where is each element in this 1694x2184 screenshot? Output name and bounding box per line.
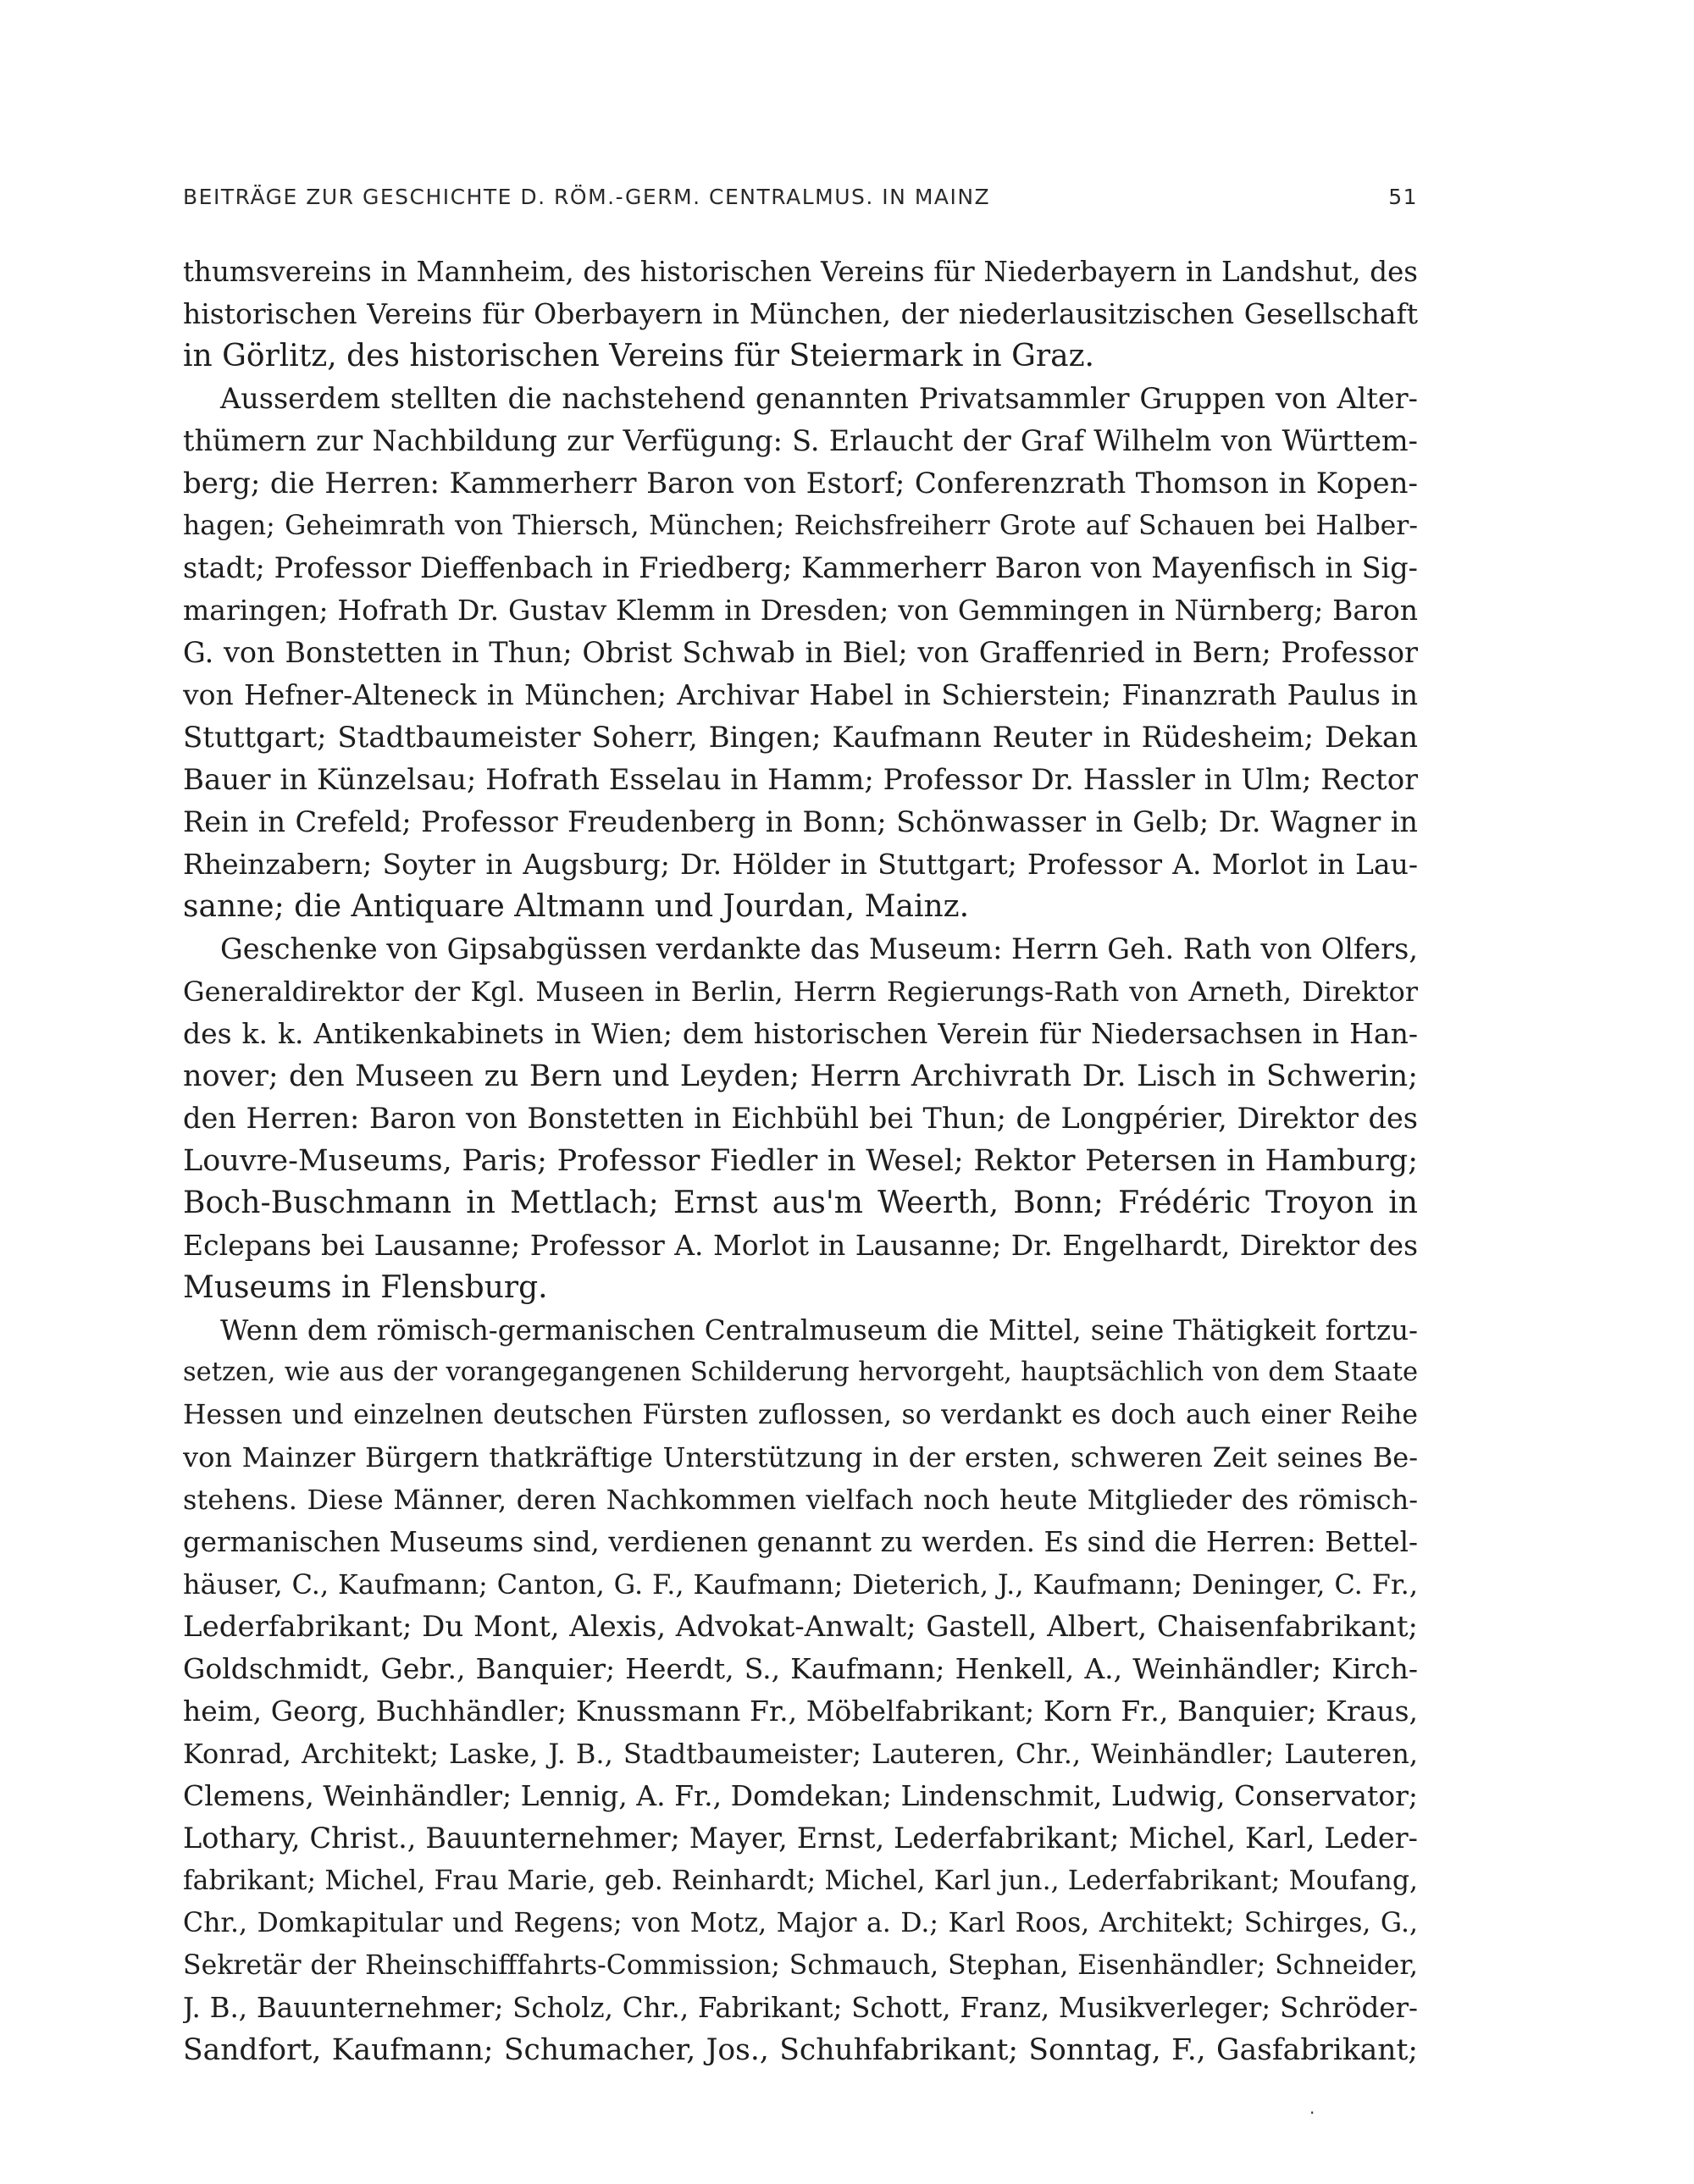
- text-line: thümern zur Nachbildung zur Verfügung: S. Erlaucht der Graf Wilhelm von Württem-: [183, 424, 1418, 457]
- text-line: nover; den Museen zu Bern und Leyden; Herrn Archivrath Dr. Lisch in Schwerin;: [183, 1059, 1418, 1093]
- text-line: stehens. Diese Männer, deren Nachkommen vielfach noch heute Mitglieder des römisch-: [183, 1484, 1418, 1516]
- text-line: Sekretär der Rheinschifffahrts-Commission; Schmauch, Stephan, Eisenhändler; Schneider,: [183, 1950, 1418, 1981]
- text-line: häuser, C., Kaufmann; Canton, G. F., Kaufmann; Dieterich, J., Kaufmann; Deninger, C. Fr.,: [183, 1568, 1418, 1601]
- text-line: von Mainzer Bürgern thatkräftige Unterstützung in der ersten, schweren Zeit seines Be-: [183, 1441, 1418, 1474]
- running-header: [183, 185, 1418, 218]
- text-line: Ausserdem stellten die nachstehend genannten Privatsammler Gruppen von Alter-: [220, 382, 1418, 415]
- text-line: von Hefner-Alteneck in München; Archivar Habel in Schierstein; Finanzrath Paulus in: [183, 678, 1418, 711]
- text-line: Konrad, Architekt; Laske, J. B., Stadtbaumeister; Lauteren, Chr., Weinhändler; Lauteren,: [183, 1738, 1418, 1770]
- text-line: Lederfabrikant; Du Mont, Alexis, Advokat-Anwalt; Gastell, Albert, Chaisenfabrikant;: [183, 1610, 1418, 1644]
- text-line: germanischen Museums sind, verdienen genannt zu werden. Es sind die Herren: Bettel-: [183, 1526, 1418, 1558]
- text-line: G. von Bonstetten in Thun; Obrist Schwab in Biel; von Graffenried in Bern; Professor: [183, 636, 1418, 669]
- text-line: heim, Georg, Buchhändler; Knussmann Fr., Möbelfabrikant; Korn Fr., Banquier; Kraus,: [183, 1695, 1418, 1728]
- text-line: Lothary, Christ., Bauunternehmer; Mayer, Ernst, Lederfabrikant; Michel, Karl, Leder-: [183, 1822, 1418, 1855]
- text-line: Louvre-Museums, Paris; Professor Fiedler in Wesel; Rektor Petersen in Hamburg;: [183, 1144, 1418, 1178]
- body-text: [183, 251, 1418, 2071]
- text-line: maringen; Hofrath Dr. Gustav Klemm in Dresden; von Gemmingen in Nürnberg; Baron: [183, 594, 1418, 627]
- page-number: 51: [1388, 185, 1418, 209]
- text-line: in Görlitz, des historischen Vereins für Steiermark in Graz.: [183, 339, 1094, 373]
- text-line: Generaldirektor der Kgl. Museen in Berlin, Herrn Regierungs-Rath von Arneth, Direktor: [183, 976, 1418, 1008]
- text-line: sanne; die Antiquare Altmann und Jourdan, Mainz.: [183, 889, 970, 924]
- text-line: Rein in Crefeld; Professor Freudenberg in Bonn; Schönwasser in Gelb; Dr. Wagner in: [183, 805, 1418, 838]
- text-line: Sandfort, Kaufmann; Schumacher, Jos., Schuhfabrikant; Sonntag, F., Gasfabrikant;: [183, 2033, 1418, 2067]
- text-line: Stuttgart; Stadtbaumeister Soherr, Bingen; Kaufmann Reuter in Rüdesheim; Dekan: [183, 721, 1418, 755]
- text-line: Eclepans bei Lausanne; Professor A. Morlot in Lausanne; Dr. Engelhardt, Direktor des: [183, 1229, 1418, 1262]
- text-line: historischen Vereins für Oberbayern in München, der niederlausitzischen Gesellschaft: [183, 297, 1418, 330]
- text-line: thumsvereins in Mannheim, des historischen Vereins für Niederbayern in Landshut, des: [183, 256, 1418, 288]
- text-line: Clemens, Weinhändler; Lennig, A. Fr., Domdekan; Lindenschmit, Ludwig, Conservator;: [183, 1779, 1418, 1812]
- text-line: stadt; Professor Dieffenbach in Friedberg; Kammerherr Baron von Mayenfisch in Sig-: [183, 551, 1418, 584]
- text-line: Bauer in Künzelsau; Hofrath Esselau in Hamm; Professor Dr. Hassler in Ulm; Rector: [183, 763, 1418, 797]
- text-line: des k. k. Antikenkabinets in Wien; dem historischen Verein für Niedersachsen in Han-: [183, 1017, 1418, 1050]
- text-line: setzen, wie aus der vorangegangenen Schilderung hervorgeht, hauptsächlich von dem Staate: [183, 1357, 1418, 1387]
- text-line: den Herren: Baron von Bonstetten in Eichbühl bei Thun; de Longpérier, Direktor des: [183, 1102, 1418, 1135]
- text-line: Museums in Flensburg.: [183, 1270, 548, 1305]
- text-line: Geschenke von Gipsabgüssen verdankte das Museum: Herrn Geh. Rath von Olfers,: [220, 932, 1418, 965]
- text-line: Boch-Buschmann in Mettlach; Ernst aus'm Weerth, Bonn; Frédéric Troyon in: [183, 1186, 1418, 1220]
- text-line: hagen; Geheimrath von Thiersch, München; Reichsfreiherr Grote auf Schauen bei Halber-: [183, 511, 1418, 541]
- text-line: Goldschmidt, Gebr., Banquier; Heerdt, S., Kaufmann; Henkell, A., Weinhändler; Kirch-: [183, 1652, 1418, 1685]
- text-line: berg; die Herren: Kammerherr Baron von Estorf; Conferenzrath Thomson in Kopen-: [183, 467, 1418, 500]
- text-line: Wenn dem römisch-germanischen Centralmuseum die Mittel, seine Thätigkeit fortzu-: [220, 1314, 1418, 1346]
- ink-speck: ·: [1309, 2103, 1315, 2123]
- text-line: fabrikant; Michel, Frau Marie, geb. Reinhardt; Michel, Karl jun., Lederfabrikant; Moufang,: [183, 1866, 1418, 1896]
- text-line: Hessen und einzelnen deutschen Fürsten zuflossen, so verdankt es doch auch einer Reihe: [183, 1400, 1418, 1430]
- text-line: Chr., Domkapitular und Regens; von Motz, Major a. D.; Karl Roos, Architekt; Schirges, G.,: [183, 1908, 1418, 1938]
- text-line: Rheinzabern; Soyter in Augsburg; Dr. Hölder in Stuttgart; Professor A. Morlot in Lau-: [183, 848, 1418, 881]
- running-title: BEITRÄGE ZUR GESCHICHTE D. RÖM.-GERM. CENTRALMUS. IN MAINZ: [183, 185, 991, 209]
- text-line: J. B., Bauunternehmer; Scholz, Chr., Fabrikant; Schott, Franz, Musikverleger; Schröder-: [183, 1992, 1418, 2024]
